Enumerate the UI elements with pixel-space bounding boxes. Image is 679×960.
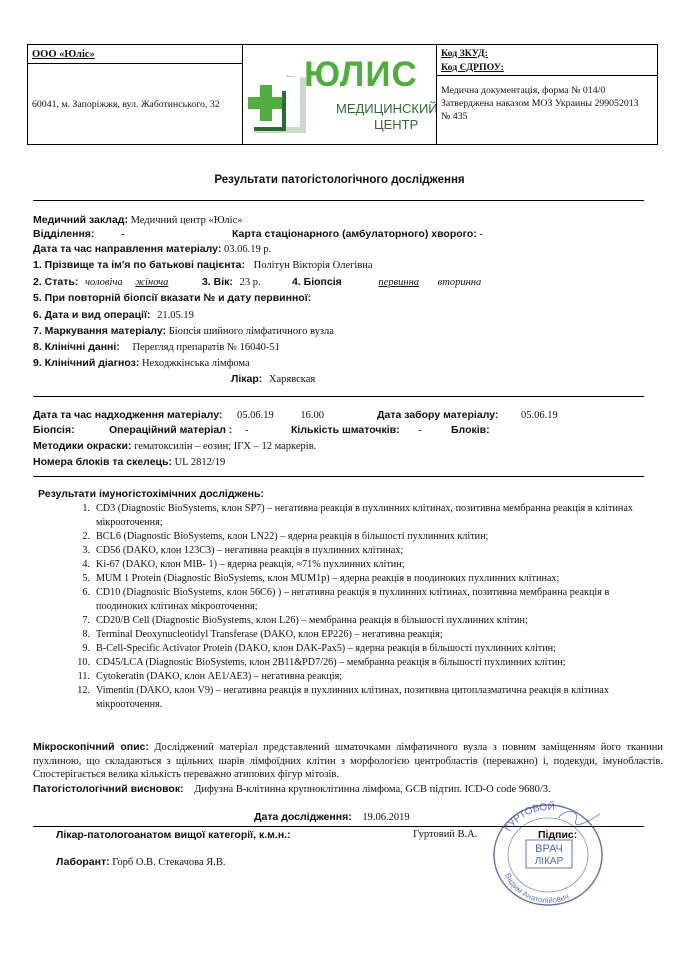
ihc-item-text: Vimentin (DAKO, клон V9) – негативна реакція в пухлинних клітинах, позитивна цитоплазматична реакція в клітинах мікрооточення. [96,685,609,710]
study-date-value: 19.06.2019 [362,812,410,823]
clinical-row [33,341,280,353]
repeat-row [33,292,311,304]
card-row [232,228,483,240]
biopsy-label: 4. Біопсія [292,276,342,288]
ihc-item [56,670,656,684]
company-cell [28,45,243,144]
department-row [33,228,125,240]
document-title: Результати патогістологічного дослідження [214,174,465,186]
doctor-row [231,373,315,385]
doc-form-line1: Медична документація, форма № 014/0 [441,85,606,96]
ihc-item-text: MUM 1 Protein (Diagnostic BioSystems, клон MUM1p) – ядерна реакція в поодиноких пухлинних клітинах; [96,573,560,584]
ihc-item-text: CD20/B Cell (Diagnostic BioSystems, клон L26) – мембранна реакція в більшості пухлинних клітин; [96,615,528,626]
biopsy-secondary: вторинна [437,277,482,288]
ihc-item-number: 9. [82,643,90,654]
ihc-item [56,572,656,586]
department-label: Відділення: [33,228,95,240]
code-zkud: Код ЗКУД: [441,48,488,59]
ihc-item [56,628,656,642]
referral-date-value: 03.06.19 р. [223,244,272,255]
doctor-label: Лікар: [231,373,263,385]
operation-row [33,309,194,321]
ihc-item-text: B-Cell-Specific Activator Protein (DAKO, клон DAK-Pax5) – ядерна реакція в більшості пухлинних клітин; [96,643,556,654]
ihc-item [56,656,656,670]
referral-date-row [33,243,271,255]
codes-cell [436,45,658,144]
arrival-time: 16.00 [300,410,325,421]
biopsy-primary: первинна [378,277,420,288]
company-address: 60041, м. Запоріжжя, вул. Жаботинського, 32 [32,99,220,110]
microscopy-text: Досліджений матеріал представлений шматочками лімфатичного вузла з повним заміщенням його тканини пухлиною, що складаються з щільних шарів лімфоїдних клітин з морфологією центробластів (переважно) і, подекуди, імунобластів. Спостерігається велика кількість переважно атипових фігур мітозів. [33,742,663,780]
ihc-item-number: 7. [82,615,90,626]
conclusion-label: Патогістологічний висновок: [33,783,184,795]
conclusion-row [33,783,551,795]
ihc-item-text: CD56 (DAKO, клон 123C3) – негативна реакція в пухлинних клітинах; [96,545,404,556]
header-table [27,44,658,145]
facility-label: Медичний заклад: [33,214,128,226]
blocks-label: Блоків: [451,424,490,436]
logo-sub1: МЕДИЦИНСКИЙ [336,101,438,116]
facility-row [33,214,242,226]
pathologist-value: Гуртовий В.А. [413,829,478,840]
company-name: ООО «Юліс» [32,49,95,60]
ihc-item-number: 4. [82,559,90,570]
department-value: - [121,229,125,240]
ihc-list [56,502,656,712]
numbers-label: Номера блоків та скелець: [33,456,172,468]
biopsy-type-row [33,424,75,436]
ihc-item-text: BCL6 (Diagnostic BioSystems, клон LN22) – ядерна реакція в більшості пухлинних клітин; [96,531,489,542]
operation-value: 21.05.19 [157,310,194,321]
logo-sub2: ЦЕНТР [374,117,419,132]
title-rule [33,200,644,201]
sex-female: жіноча [135,277,169,288]
ihc-item [56,684,656,712]
ihc-item-number: 11. [77,671,90,682]
sex-label: 2. Стать: [33,276,79,288]
arrival-row [33,409,324,421]
collection-row [377,409,558,421]
collection-label: Дата забору матеріалу: [377,409,499,421]
section-rule-1 [33,396,644,397]
stamp-center-1: ВРАЧ [535,843,563,855]
stamp-top-text: ГУРТОВОЙ [503,801,556,834]
ihc-item-text: CD10 (Diagnostic BioSystems, клон 56C6) ) – негативна реакція в пухлинних клітинах, позитивна мембранна реакція в поодиноких клітинах мікрооточення; [96,587,610,612]
study-date-row [254,811,410,823]
pathologist-row [56,829,291,841]
doctor-stamp [488,800,606,908]
microscopy-label: Мікроскопічний опис: [33,741,149,753]
ihc-item-number: 10. [77,657,90,668]
marking-row [33,325,334,337]
age-label: 3. Вік: [202,276,233,288]
arrival-date: 05.06.19 [237,410,274,421]
numbers-value: UL 2812/19 [174,457,226,468]
ihc-item [56,558,656,572]
diagnosis-row [33,357,250,369]
sex-male: чоловіча [84,277,123,288]
doc-form-line3: № 435 [441,111,468,122]
lab-label: Лаборант: [56,856,110,868]
ihc-item-number: 12. [77,685,90,696]
pieces-row [291,424,422,436]
arrival-label: Дата та час надходження матеріалу: [33,409,223,421]
ihc-item-text: CD3 (Diagnostic BioSystems, клон SP7) – негативна реакція в пухлинних клітинах, позитивна мембранна реакція в клітинах мікрооточення; [96,503,633,528]
ihc-item [56,642,656,656]
operational-label: Операційний матеріал : [109,424,233,436]
company-logo [246,47,438,142]
receipt-biopsy-label: Біопсія: [33,424,75,436]
ihc-item-number: 3. [82,545,90,556]
microscopy-block [33,741,663,782]
patient-row [33,259,373,271]
age-value: 23 р. [239,277,261,288]
diagnosis-value: Неходжкінська лімфома [141,358,250,369]
ihc-item-number: 1. [82,503,90,514]
svg-text:Вадим Анатолійович [503,872,570,905]
stamp-seal-icon [488,800,606,908]
operation-label: 6. Дата и вид операції: [33,309,151,321]
referral-date-label: Дата та час направлення матеріалу: [33,243,222,255]
diagnosis-label: 9. Клінічний діагноз: [33,357,140,369]
stamp-center-2: ЛІКАР [534,856,564,867]
clinical-value: Перегляд препаратів № 16040-51 [132,342,280,353]
ihc-item [56,530,656,544]
ihc-item [56,586,656,614]
biopsy-row [292,276,481,288]
ihc-item-text: Terminal Deoxynucleotidyl Transferase (DAKO, клон EP226) – негативна реакція; [96,629,443,640]
clinical-label: 8. Клінічні данні: [33,341,120,353]
pathologist-label: Лікар-патологоанатом вищої категорії, к.м.н.: [56,829,291,841]
numbers-row [33,456,225,468]
logo-title: ЮЛИС [304,55,418,94]
stamp-bottom-text: Вадим Анатолійович [503,871,571,906]
marking-value: Біопсія шийного лімфатичного вузла [168,326,334,337]
ihc-item [56,544,656,558]
staining-label: Методики окраски: [33,440,132,452]
doctor-value: Харявская [268,374,316,385]
sex-row [33,276,168,288]
patient-label: 1. Прізвище та ім'я по батькові пацієнта: [33,259,246,271]
pieces-label: Кількість шматочків: [291,424,400,436]
repeat-label: 5. При повторній біопсії вказати № и дату первинної: [33,292,312,304]
section-rule-2 [33,476,644,477]
conclusion-text: Дифузна В-клітинна крупноклітинна лімфома, GCB підтип. ICD-O code 9680/3. [194,784,551,795]
facility-value: Медичний центр «Юліс» [130,215,243,226]
ihc-item-text: Ki-67 (DAKO, клон MIB- 1) – ядерна реакція, ≈71% пухлинних клітин; [96,559,405,570]
ihc-heading: Результати імуногістохімічних досліджень: [38,488,264,500]
marking-label: 7. Маркування матеріалу: [33,325,167,337]
blocks-row [451,424,490,436]
operational-value: - [244,425,249,436]
study-date-label: Дата дослідження: [254,811,352,823]
ihc-item [56,614,656,628]
signature-label: Підпис: [538,829,578,841]
operational-row [109,424,248,436]
patient-value: Політун Вікторія Олегівна [253,260,373,271]
age-row [202,276,261,288]
staining-row [33,440,316,452]
pieces-value: - [418,425,422,436]
ihc-item-number: 6. [82,587,90,598]
collection-value: 05.06.19 [521,410,558,421]
ihc-item-number: 8. [82,629,90,640]
ihc-item-text: Cytokeratin (DAKO, клон AE1/AE3) – негативна реакція; [96,671,343,682]
ihc-item-number: 5. [82,573,90,584]
staining-value: гематоксилін – еозин; ІГХ – 12 маркерів. [134,441,317,452]
ihc-item [56,502,656,530]
ihc-item-number: 2. [82,531,90,542]
lab-value: Горб О.В. Стекачова Я.В. [112,857,226,868]
ihc-item-text: CD45/LCA (Diagnostic BioSystems, клон 2B11&PD7/26) – мембранна реакція в більшості пухлинних клітин; [96,657,566,668]
card-value: - [479,229,483,240]
doc-form-line2: Затверджена наказом МОЗ Украины 299052013 [441,98,639,109]
card-label: Карта стаціонарного (амбулаторного) хворого: [232,228,477,240]
code-edrpou: Код ЄДРПОУ: [441,62,504,73]
lab-row [56,856,226,868]
